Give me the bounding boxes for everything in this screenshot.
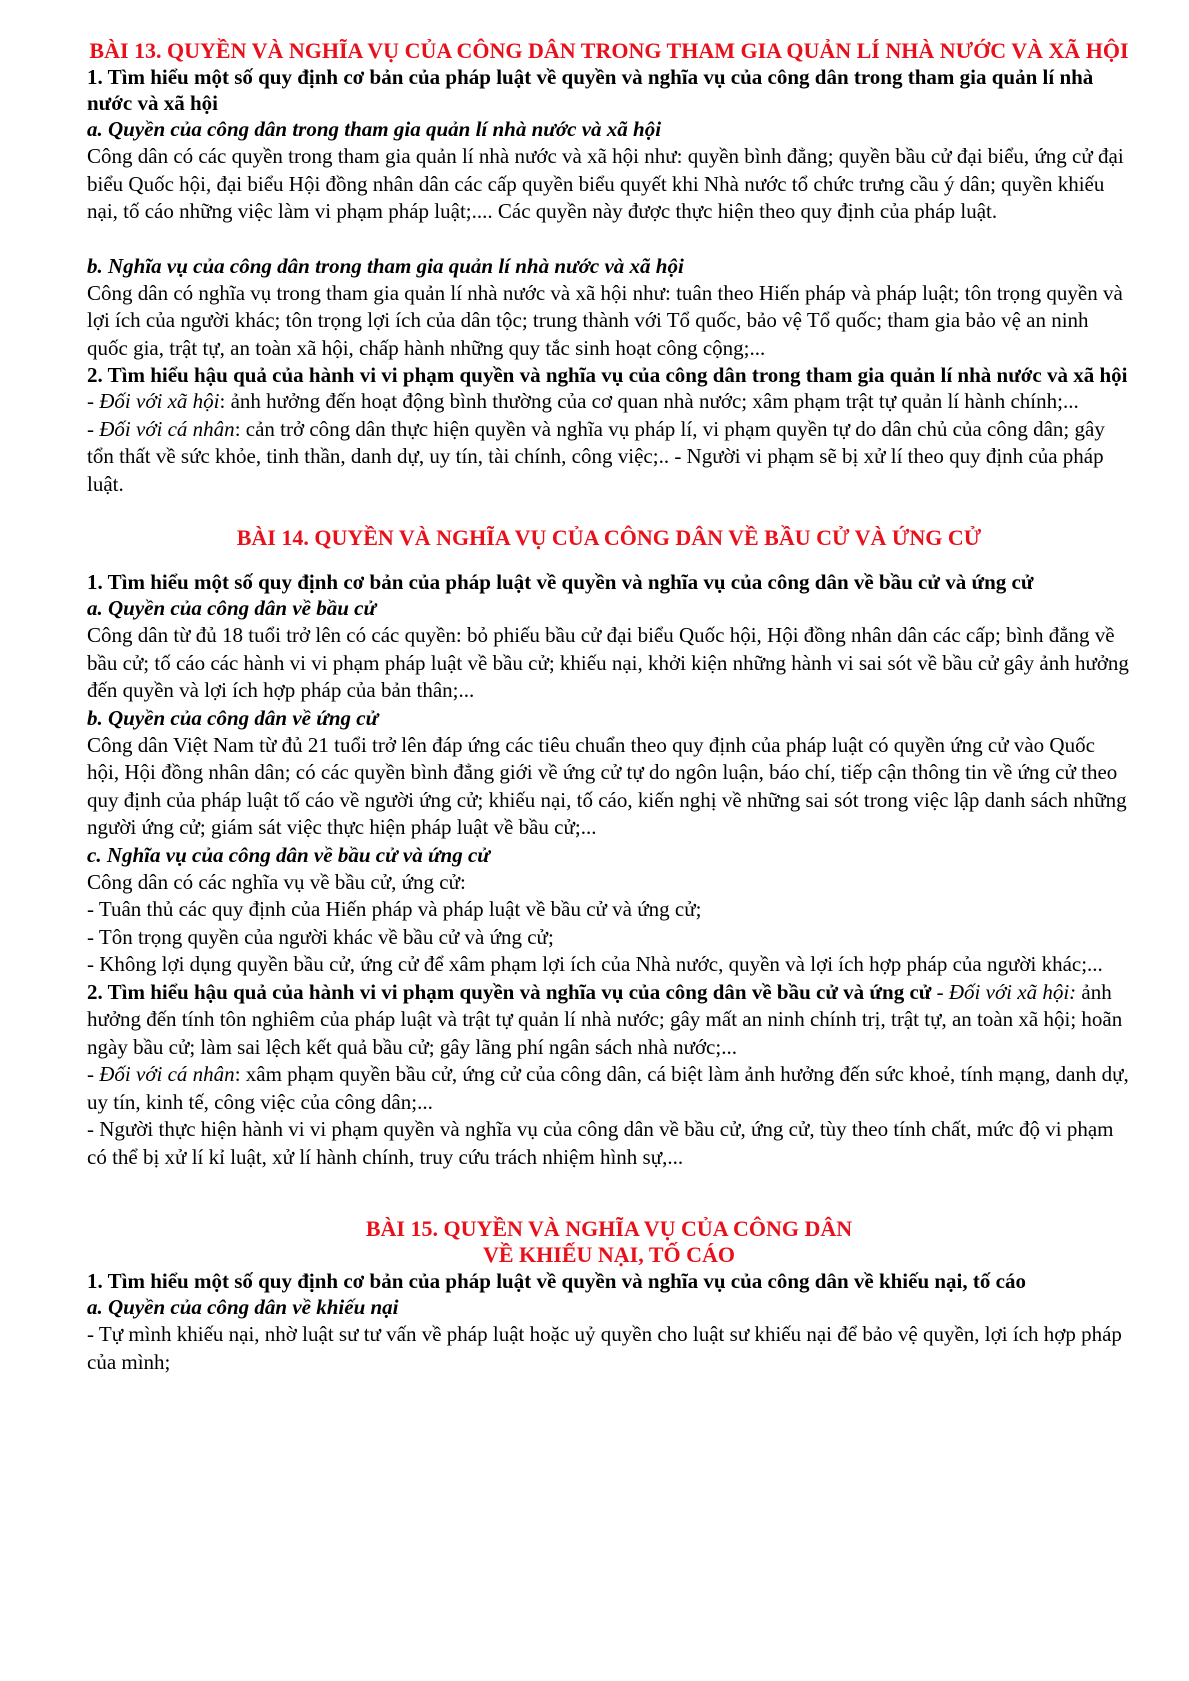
- lesson-13-sub-b-text: Công dân có nghĩa vụ trong tham gia quản lí nhà nước và xã hội như: tuân theo Hiến pháp và pháp luật; tôn trọng quyền và lợi ích của người khác; tôn trọng lợi ích của dân tộc; trung thành với Tổ quốc, bảo vệ Tổ quốc; tham gia bảo vệ an ninh quốc gia, trật tự, an toàn xã hội, chấp hành những quy tắc sinh hoạt công cộng;...: [87, 280, 1123, 360]
- lesson-14-section-1-heading: 1. Tìm hiểu một số quy định cơ bản của pháp luật về quyền và nghĩa vụ của công dân về bầu cử và ứng cử: [87, 570, 1034, 594]
- lesson-13-society-label: - Đối với xã hội: [87, 389, 220, 413]
- lesson-14-section-2-heading: 2. Tìm hiểu hậu quả của hành vi vi phạm quyền và nghĩa vụ của công dân về bầu cử và ứng cử: [87, 979, 932, 1004]
- lesson-14-sub-c-item: - Không lợi dụng quyền bầu cử, ứng cử để xâm phạm lợi ích của Nhà nước, quyền và lợi ích hợp pháp của người khác;...: [87, 952, 1103, 976]
- lesson-13-society-text: : ảnh hưởng đến hoạt động bình thường của cơ quan nhà nước; xâm phạm trật tự quản lí hành chính;...: [219, 389, 1079, 413]
- lesson-15-section-1-heading: 1. Tìm hiểu một số quy định cơ bản của pháp luật về quyền và nghĩa vụ của công dân về khiếu nại, tố cáo: [87, 1269, 1026, 1293]
- lesson-14-sub-c-intro: Công dân có các nghĩa vụ về bầu cử, ứng cử:: [87, 869, 466, 894]
- lesson-14-individual-label: - Đối với cá nhân: [87, 1062, 235, 1086]
- lesson-13-individual-paragraph: [87, 416, 1131, 499]
- lesson-15-title-line-1: BÀI 15. QUYỀN VÀ NGHĨA VỤ CỦA CÔNG DÂN: [365, 1216, 853, 1241]
- lesson-13-individual-text: : cản trở công dân thực hiện quyền và nghĩa vụ pháp lí, vi phạm quyền tự do dân chủ của công dân; gây tổn thất về sức khỏe, tinh thần, danh dự, uy tín, tài chính, công việc;.. - Người vi phạm sẽ bị xử lí theo quy định của pháp luật.: [87, 416, 1105, 496]
- lesson-13-title: BÀI 13. QUYỀN VÀ NGHĨA VỤ CỦA CÔNG DÂN TRONG THAM GIA QUẢN LÍ NHÀ NƯỚC VÀ XÃ HỘI: [89, 38, 1129, 63]
- lesson-14-sub-c-item: - Tôn trọng quyền của người khác về bầu cử và ứng cử;: [87, 924, 554, 949]
- lesson-14-sub-b-text: Công dân Việt Nam từ đủ 21 tuổi trở lên đáp ứng các tiêu chuẩn theo quy định của pháp luật có quyền ứng cử vào Quốc hội, Hội đồng nhân dân; có các quyền bình đẳng giới về ứng cử tự do ngôn luận, báo chí, tiếp cận thông tin về ứng cử theo quy định của pháp luật tố cáo về người ứng cử; khiếu nại, tố cáo, kiến nghị về những sai sót trong việc lập danh sách những người ứng cử; giám sát việc thực hiện pháp luật về bầu cử;...: [87, 732, 1127, 839]
- lesson-13-sub-b-heading: b. Nghĩa vụ của công dân trong tham gia quản lí nhà nước và xã hội: [87, 253, 684, 278]
- lesson-13-sub-a-text: Công dân có các quyền trong tham gia quản lí nhà nước và xã hội như: quyền bình đẳng; quyền bầu cử đại biểu, ứng cử đại biểu Quốc hội, đại biểu Hội đồng nhân dân các cấp quyền biểu quyết khi Nhà nước tổ chức trưng cầu ý dân; quyền khiếu nại, tố cáo những việc làm vi phạm pháp luật;.... Các quyền này được thực hiện theo quy định của pháp luật.: [87, 144, 1124, 223]
- lesson-14-individual-paragraph: [87, 1061, 1131, 1116]
- lesson-13-section-1-heading: 1. Tìm hiểu một số quy định cơ bản của pháp luật về quyền và nghĩa vụ của công dân trong tham gia quản lí nhà nước và xã hội: [87, 65, 1094, 115]
- lesson-13-individual-label: - Đối với cá nhân: [87, 416, 235, 441]
- lesson-13-society-paragraph: [87, 388, 1131, 416]
- lesson-13-sub-a-heading: a. Quyền của công dân trong tham gia quản lí nhà nước và xã hội: [87, 117, 662, 141]
- lesson-14-sub-c-heading: c. Nghĩa vụ của công dân về bầu cử và ứng cử: [87, 842, 490, 867]
- lesson-15-sub-a-text: - Tự mình khiếu nại, nhờ luật sư tư vấn về pháp luật hoặc uỷ quyền cho luật sư khiếu nại để bảo vệ quyền, lợi ích hợp pháp của mình;: [87, 1322, 1122, 1374]
- lesson-13-section-2-heading: 2. Tìm hiểu hậu quả của hành vi vi phạm quyền và nghĩa vụ của công dân trong tham gia quản lí nhà nước và xã hội: [87, 363, 1128, 387]
- lesson-14-sub-c-item: - Tuân thủ các quy định của Hiến pháp và pháp luật về bầu cử và ứng cử;: [87, 897, 702, 921]
- lesson-14-sub-a-text: Công dân từ đủ 18 tuổi trở lên có các quyền: bỏ phiếu bầu cử đại biểu Quốc hội, Hội đồng nhân dân các cấp; bình đẳng về bầu cử; tố cáo các hành vi vi phạm pháp luật về bầu cử; khiếu nại, khởi kiện những hành vi sai sót về bầu cử gây ảnh hưởng đến quyền và lợi ích hợp pháp của bản thân;...: [87, 623, 1129, 702]
- lesson-15-sub-a-heading: a. Quyền của công dân về khiếu nại: [87, 1295, 399, 1319]
- lesson-14-society-label: - Đối với xã hội:: [931, 979, 1077, 1004]
- lesson-14-individual-text: : xâm phạm quyền bầu cử, ứng cử của công dân, cá biệt làm ảnh hưởng đến sức khoẻ, tính mạng, danh dự, uy tín, kinh tế, công việc của công dân;...: [87, 1062, 1129, 1114]
- lesson-14-society-text: ảnh hưởng đến tính tôn nghiêm của pháp luật và trật tự quản lí nhà nước; gây mất an ninh chính trị, trật tự, an toàn xã hội; hoãn ngày bầu cử; làm sai lệch kết quả bầu cử; gây lãng phí ngân sách nhà nước;...: [87, 979, 1123, 1059]
- lesson-14-title: BÀI 14. QUYỀN VÀ NGHĨA VỤ CỦA CÔNG DÂN VỀ BẦU CỬ VÀ ỨNG CỬ: [236, 525, 982, 550]
- lesson-14-violator-text: - Người thực hiện hành vi vi phạm quyền và nghĩa vụ của công dân về bầu cử, ứng cử, tùy theo tính chất, mức độ vi phạm có thể bị xử lí kỉ luật, xử lí hành chính, truy cứu trách nhiệm hình sự,...: [87, 1117, 1114, 1169]
- lesson-14-section-2-paragraph: [87, 979, 1131, 1062]
- lesson-14-sub-b-heading: b. Quyền của công dân về ứng cử: [87, 705, 379, 730]
- lesson-15-title-line-2: VỀ KHIẾU NẠI, TỐ CÁO: [482, 1242, 736, 1267]
- lesson-14-sub-a-heading: a. Quyền của công dân về bầu cử: [87, 596, 377, 620]
